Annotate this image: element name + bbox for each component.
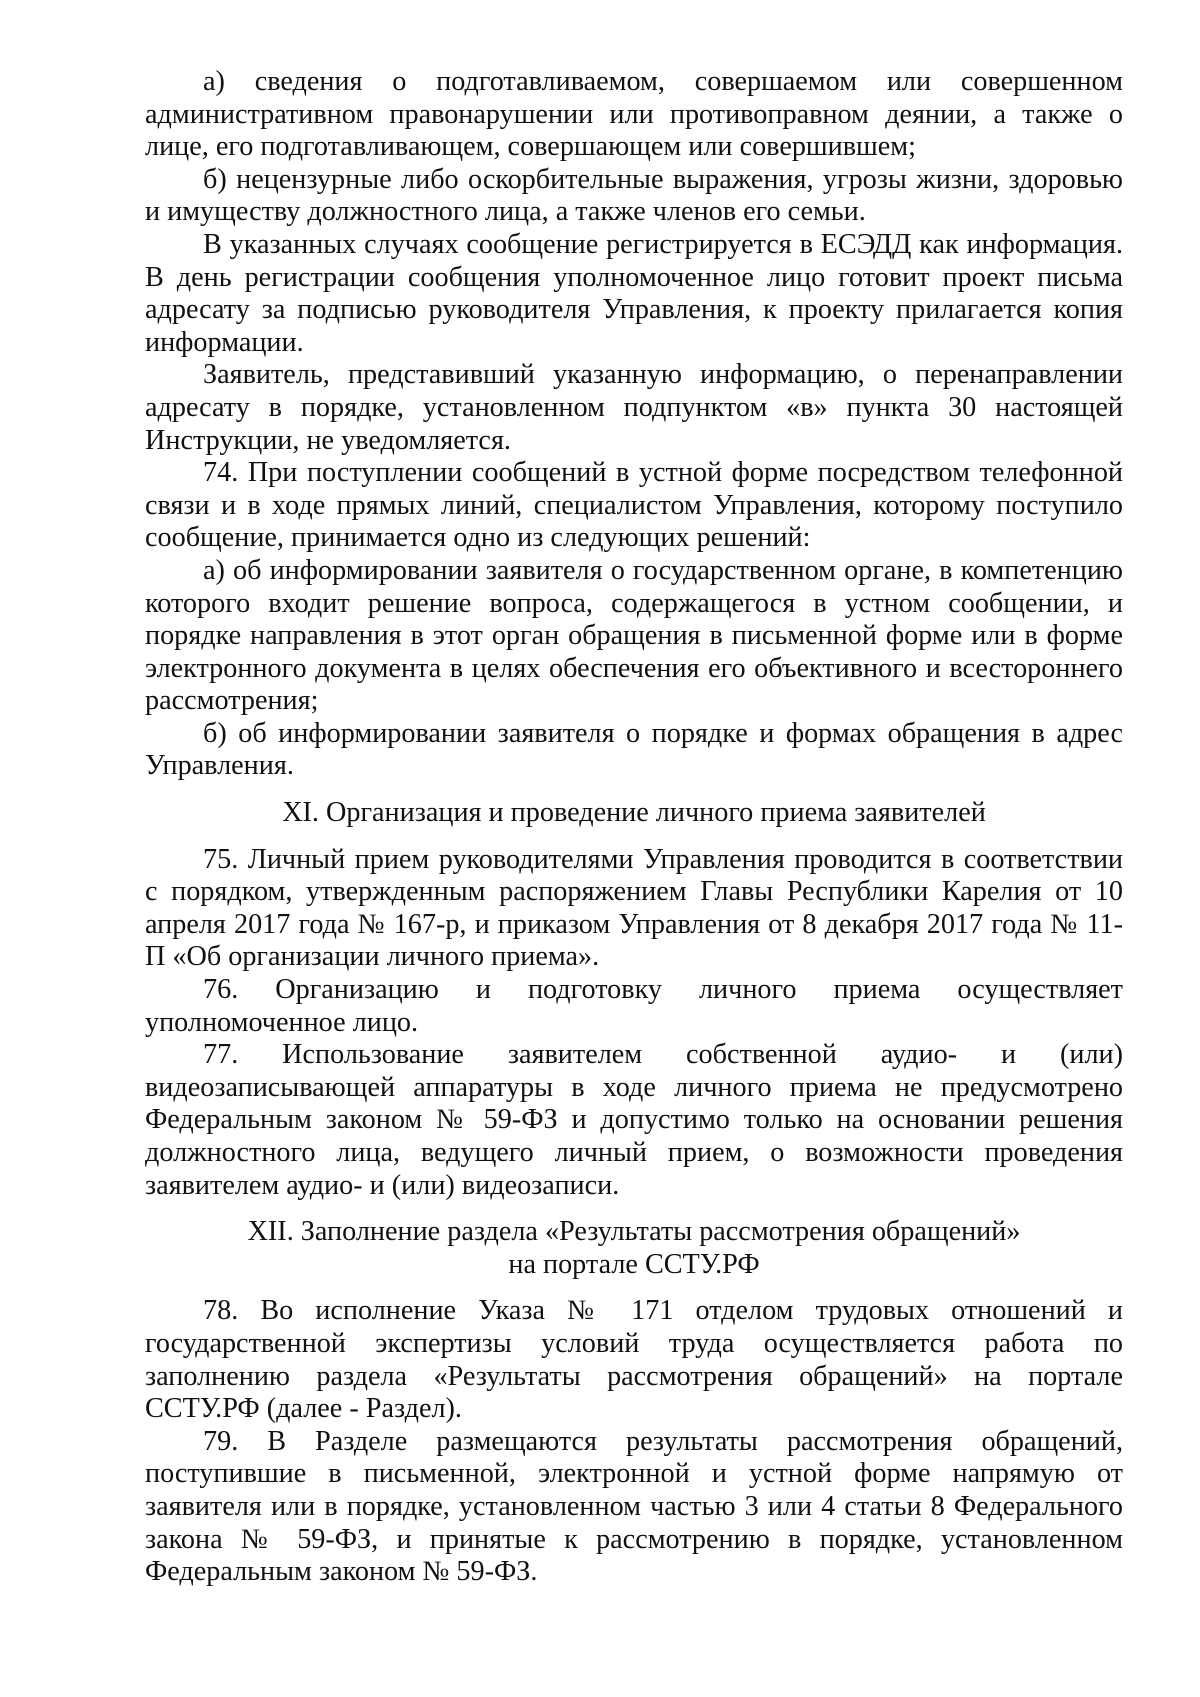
- paragraph-74-item-b: б) об информировании заявителя о порядке и формах обращения в адрес Управления.: [145, 717, 1123, 782]
- paragraph-74-oral-messages: 74. При поступлении сообщений в устной форме посредством телефонной связи и в ходе прямых линий, специалистом Управления, которому поступило сообщение, принимается одно из следующих решений:: [145, 457, 1123, 554]
- paragraph-item-a-offense-info: а) сведения о подготавливаемом, совершаемом или совершенном административном правонарушении или противоправном деянии, а также о лице, его подготавливающем, совершающем или совершившем;: [145, 66, 1123, 163]
- document-page: [145, 66, 1123, 1589]
- section-12-title-line1: XII. Заполнение раздела «Результаты рассмотрения обращений»: [247, 1216, 1021, 1248]
- paragraph-75-personal-reception: 75. Личный прием руководителями Управления проводится в соответствии с порядком, утвержденным распоряжением Главы Республики Карелия от 10 апреля 2017 года № 167-р, и приказом Управления от 8 декабря 2017 года № 11-П «Об организации личного приема».: [145, 843, 1123, 973]
- paragraph-applicant-not-notified: Заявитель, представивший указанную информацию, о перенаправлении адресату в порядке, установленном подпунктом «в» пункта 30 настоящей Инструкции, не уведомляется.: [145, 359, 1123, 456]
- paragraph-78-sstu-portal: 78. Во исполнение Указа № 171 отделом трудовых отношений и государственной экспертизы условий труда осуществляется работа по заполнению раздела «Результаты рассмотрения обращений» на портале ССТУ.РФ (далее - Раздел).: [145, 1295, 1123, 1425]
- section-11-heading: [145, 797, 1123, 830]
- paragraph-registration-as-information: В указанных случаях сообщение регистрируется в ЕСЭДД как информация. В день регистрации сообщения уполномоченное лицо готовит проект письма адресату за подписью руководителя Управления, к проекту прилагается копия информации.: [145, 228, 1123, 358]
- section-12-heading: [145, 1216, 1123, 1281]
- paragraph-76-organization: 76. Организацию и подготовку личного приема осуществляет уполномоченное лицо.: [145, 974, 1123, 1038]
- paragraph-74-item-a: а) об информировании заявителя о государственном органе, в компетенцию которого входит решение вопроса, содержащегося в устном сообщении, и порядке направления в этот орган обращения в письменной форме или в форме электронного документа в целях обеспечения его объективного и всестороннего рассмотрения;: [145, 554, 1123, 717]
- paragraph-item-b-obscene-threats: б) нецензурные либо оскорбительные выражения, угрозы жизни, здоровью и имуществу должностного лица, а также членов его семьи.: [145, 163, 1123, 228]
- paragraph-79-section-contents: 79. В Разделе размещаются результаты рассмотрения обращений, поступившие в письменной, электронной и устной форме напрямую от заявителя или в порядке, установленном частью 3 или 4 статьи 8 Федерального закона № 59-ФЗ, и принятые к рассмотрению в порядке, установленном Федеральным законом № 59-ФЗ.: [145, 1425, 1123, 1588]
- section-11-title: XI. Организация и проведение личного приема заявителей: [282, 797, 986, 829]
- section-12-title-line2: на портале ССТУ.РФ: [508, 1248, 760, 1280]
- paragraph-77-audio-video-recording: 77. Использование заявителем собственной аудио- и (или) видеозаписывающей аппаратуры в ходе личного приема не предусмотрено Федеральным законом № 59-ФЗ и допустимо только на основании решения должностного лица, ведущего личный прием, о возможности проведения заявителем аудио- и (или) видеозаписи.: [145, 1039, 1123, 1201]
